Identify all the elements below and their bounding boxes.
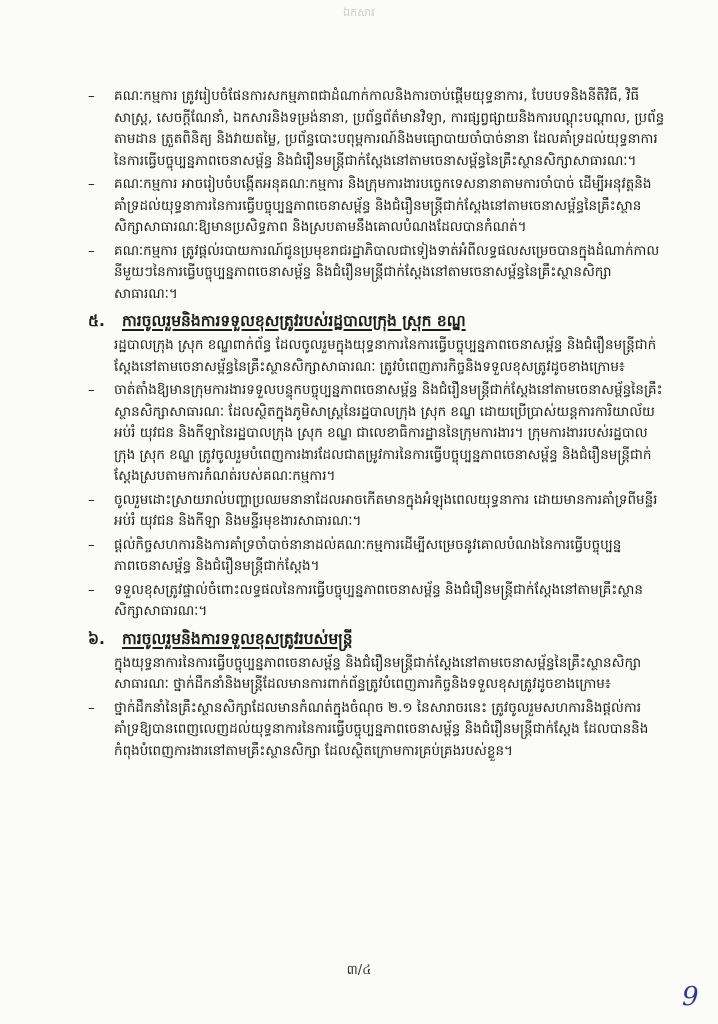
bullet-text: ទទួលខុសត្រូវផ្ទាល់ចំពោះលទ្ធផលនៃការធ្វើបច្ចុប្បន្នភាពចេនាសម្ព័ន្ធ និងជំរឿនមន្ត្រីជាក់ស្តែងនៅតាមគ្រឹះស្ថានសិក្សាសាធារណៈ។ (114, 581, 643, 619)
document-body (88, 86, 668, 764)
section-6-heading (88, 627, 668, 651)
bullet-item (88, 86, 668, 172)
section-number: ៥. (88, 312, 105, 330)
section-5-heading (88, 309, 668, 333)
section-6-intro: ក្នុងយុទ្ធនាការនៃការធ្វើបច្ចុប្បន្នភាពចេនាសម្ព័ន្ធ និងជំរឿនមន្ត្រីជាក់ស្តែងនៅតាមចេនាសម្ព័ន្ធនៃគ្រឹះស្ថានសិក្សាសាធារណៈ ថ្នាក់ដឹកនាំនិងមន្ត្រីដែលមានការពាក់ព័ន្ធត្រូវបំពេញភារកិច្ចនិងទទួលខុសត្រូវដូចខាងក្រោម៖ (114, 654, 642, 692)
section-title: ការចូលរួមនិងការទទួលខុសត្រូវរបស់រដ្ឋបាលក្រុង ស្រុក ខណ្ឌ (122, 312, 466, 330)
dash-marker: – (88, 382, 95, 398)
dash-marker: – (88, 699, 95, 716)
dash-marker: – (88, 88, 95, 104)
dash-marker: – (88, 176, 95, 192)
bullet-text: ចាត់តាំងឱ្យមានក្រុមការងារទទួលបន្ទុកបច្ចុប្បន្នភាពចេនាសម្ព័ន្ធ និងជំរឿនមន្ត្រីជាក់ស្តែងនៅតាមចេនាសម្ព័ន្ធនៃគ្រឹះស្ថានសិក្សាសាធារណៈ ដែលស្ថិតក្នុងភូមិសាស្ត្រនៃរដ្ឋបាលក្រុង ស្រុក ខណ្ឌ ដោយប្រើប្រាស់យន្តការការិយាល័យអប់រំ យុវជន និងកីឡានៃរដ្ឋបាលក្រុង ស្រុក ខណ្ឌ ជាលេខាធិការដ្ឋាននៃក្រុមការងារ។ ក្រុមការងាររបស់រដ្ឋបាលក្រុង ស្រុក ខណ្ឌ ត្រូវចូលរួមបំពេញការងារដែលជាតម្រូវការនៃការធ្វើបច្ចុប្បន្នភាពចេនាសម្ព័ន្ធ និងជំរឿនមន្ត្រីជាក់ស្តែងស្របតាមការកំណត់របស់គណៈកម្មការ។ (114, 382, 663, 484)
bullet-item (88, 174, 668, 239)
bullet-text: ចូលរួមដោះស្រាយរាល់បញ្ហាប្រឈមនានាដែលអាចកើតមានក្នុងអំឡុងពេលយុទ្ធនាការ ដោយមានការគាំទ្រពីមន្ទីរអប់រំ យុវជន និងកីឡា និងមន្ទីរមុខងារសាធារណៈ។ (114, 491, 658, 529)
bullet-text: គណៈកម្មការ ត្រូវរៀបចំផែនការសកម្មភាពជាដំណាក់កាលនិងការចាប់ផ្តើមយុទ្ធនាការ, បែបបទនិងនីតិវិធី, វិធីសាស្ត្រ, សេចក្តីណែនាំ, ឯកសារនិងទម្រង់នានា, ប្រព័ន្ធព័ត៌មានវិទ្យា, ការផ្សព្វផ្សាយនិងការបណ្តុះបណ្តាល, ប្រព័ន្ធតាមដាន ត្រួតពិនិត្យ និងវាយតម្លៃ, ប្រព័ន្ធបោះបពុម្ពការណ៍និងមធ្យោបាយចាំបាច់នានា ដែលគាំទ្រដល់យុទ្ធនាការនៃការធ្វើបច្ចុប្បន្នភាពចេនាសម្ព័ន្ធ និងជំរឿនមន្ត្រីជាក់ស្តែងនៅតាមចេនាសម្ព័ន្ធនៃគ្រឹះស្ថានសិក្សាសាធារណៈ។ (114, 88, 665, 169)
section-title: ការចូលរួមនិងការទទួលខុសត្រូវរបស់មន្ត្រី (122, 629, 353, 648)
bullet-item (88, 380, 668, 488)
faint-header-mark: ឯកសារ (343, 6, 375, 19)
bullet-item (88, 580, 668, 623)
bullet-item (88, 490, 668, 533)
dash-marker: – (88, 581, 95, 598)
bullet-text: ថ្នាក់ដឹកនាំនៃគ្រឹះស្ថានសិក្សាដែលមានកំណត់ក្នុងចំណុច ២.១ នៃសារាចរនេះ ត្រូវចូលរួមសហការនិងផ្តល់ការគាំទ្រឱ្យបានពេញលេញដល់យុទ្ធនាការនៃការធ្វើបច្ចុប្បន្នភាពចេនាសម្ព័ន្ធ និងជំរឿនមន្ត្រីជាក់ស្តែង ដែលបាននិងកំពុងបំពេញការងារនៅតាមគ្រឹះស្ថានសិក្សា ដែលស្ថិតក្រោមការគ្រប់គ្រងរបស់ខ្លួន។ (114, 699, 649, 759)
bullet-text: ផ្តល់កិច្ចសហការនិងការគាំទ្រចាំបាច់នានាដល់គណៈកម្មការដើម្បីសម្រេចនូវគោលបំណងនៃការធ្វើបច្ចុប្បន្នភាពចេនាសម្ព័ន្ធ និងជំរឿនមន្ត្រីជាក់ស្តែង។ (114, 536, 622, 574)
bullet-text: គណៈកម្មការ អាចរៀបចំបង្កើតអនុគណៈកម្មការ និងក្រុមការងារបច្ចេកទេសនានាតាមការចាំបាច់ ដើម្បីអនុវត្តនិងគាំទ្រដល់យុទ្ធនាការនៃការធ្វើបច្ចុប្បន្នភាពចេនាសម្ព័ន្ធ និងជំរឿនមន្ត្រីជាក់ស្តែងនៅតាមចេនាសម្ព័ន្ធនៃគ្រឹះស្ថានសិក្សាសាធារណៈឱ្យមានប្រសិទ្ធភាព និងស្របតាមនឹងគោលបំណងដែលបានកំណត់។ (114, 176, 652, 235)
handwritten-mark: 9 (682, 982, 699, 1012)
bullet-item (88, 241, 668, 306)
section-number: ៦. (88, 629, 105, 648)
bullet-text: គណៈកម្មការ ត្រូវផ្តល់របាយការណ៍ជូនប្រមុខរាជរដ្ឋាភិបាលជាទៀងទាត់អំពីលទ្ធផលសម្រេចបានក្នុងដំណាក់កាលនីមួយៗនៃការធ្វើបច្ចុប្បន្នភាពចេនាសម្ព័ន្ធ និងជំរឿនមន្ត្រីជាក់ស្តែងនៅតាមចេនាសម្ព័ន្ធនៃគ្រឹះស្ថានសិក្សាសាធារណៈ។ (114, 242, 660, 302)
bullet-item (88, 698, 668, 763)
bullet-item (88, 535, 668, 578)
dash-marker: – (88, 242, 95, 259)
dash-marker: – (88, 491, 95, 508)
dash-marker: – (88, 536, 95, 553)
section-5-intro: រដ្ឋបាលក្រុង ស្រុក ខណ្ឌពាក់ព័ន្ធ ដែលចូលរួមក្នុងយុទ្ធនាការនៃការធ្វើបច្ចុប្បន្នភាពចេនាសម្ព័ន្ធ និងជំរឿនមន្ត្រីជាក់ស្តែងនៅតាមចេនាសម្ព័ន្ធនៃគ្រឹះស្ថានសិក្សាសាធារណៈ ត្រូវបំពេញភារកិច្ចនិងទទួលខុសត្រូវដូចខាងក្រោម៖ (114, 337, 657, 375)
page-number: ៣/៤ (346, 963, 372, 978)
